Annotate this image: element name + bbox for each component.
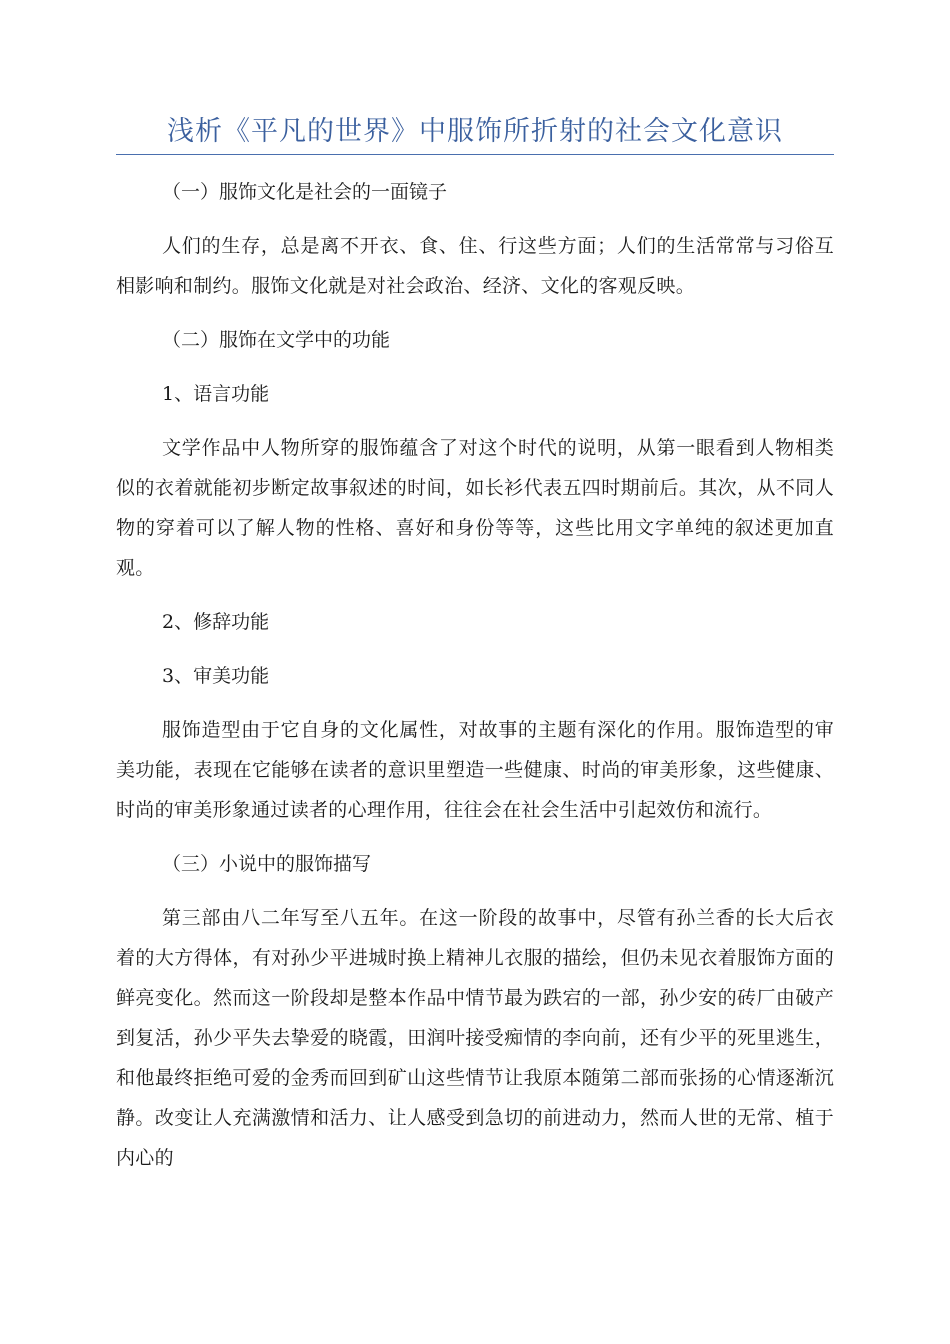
title-underline (116, 154, 834, 155)
subsection-heading: 3、审美功能 (162, 665, 270, 687)
subsection-heading: 1、语言功能 (162, 383, 270, 405)
paragraph: 人们的生存，总是离不开衣、食、住、行这些方面；人们的生活常常与习俗互相影响和制约。服饰文化就是对社会政治、经济、文化的客观反映。 (116, 235, 834, 297)
paragraph: 文学作品中人物所穿的服饰蕴含了对这个时代的说明，从第一眼看到人物相类似的衣着就能初步断定故事叙述的时间，如长衫代表五四时期前后。其次，从不同人物的穿着可以了解人物的性格、喜好和身份等等，这些比用文字单纯的叙述更加直观。 (116, 437, 834, 579)
paragraph: 服饰造型由于它自身的文化属性，对故事的主题有深化的作用。服饰造型的审美功能，表现在它能够在读者的意识里塑造一些健康、时尚的审美形象，这些健康、时尚的审美形象通过读者的心理作用，往往会在社会生活中引起效仿和流行。 (116, 719, 834, 821)
paragraph: 第三部由八二年写至八五年。在这一阶段的故事中，尽管有孙兰香的长大后衣着的大方得体，有对孙少平进城时换上精神儿衣服的描绘，但仍未见衣着服饰方面的鲜亮变化。然而这一阶段却是整本作品中情节最为跌宕的一部，孙少安的砖厂由破产到复活，孙少平失去挚爱的晓霞，田润叶接受痴情的李向前，还有少平的死里逃生，和他最终拒绝可爱的金秀而回到矿山这些情节让我原本随第二部而张扬的心情逐渐沉静。改变让人充满激情和活力、让人感受到急切的前进动力，然而人世的无常、植于内心的 (116, 907, 834, 1169)
document-title: 浅析《平凡的世界》中服饰所折射的社会文化意识 (167, 116, 783, 147)
document-body (116, 172, 834, 1192)
section-heading: （三）小说中的服饰描写 (162, 853, 372, 875)
section-heading: （二）服饰在文学中的功能 (162, 329, 391, 351)
section-heading: （一）服饰文化是社会的一面镜子 (162, 181, 448, 203)
subsection-heading: 2、修辞功能 (162, 611, 270, 633)
